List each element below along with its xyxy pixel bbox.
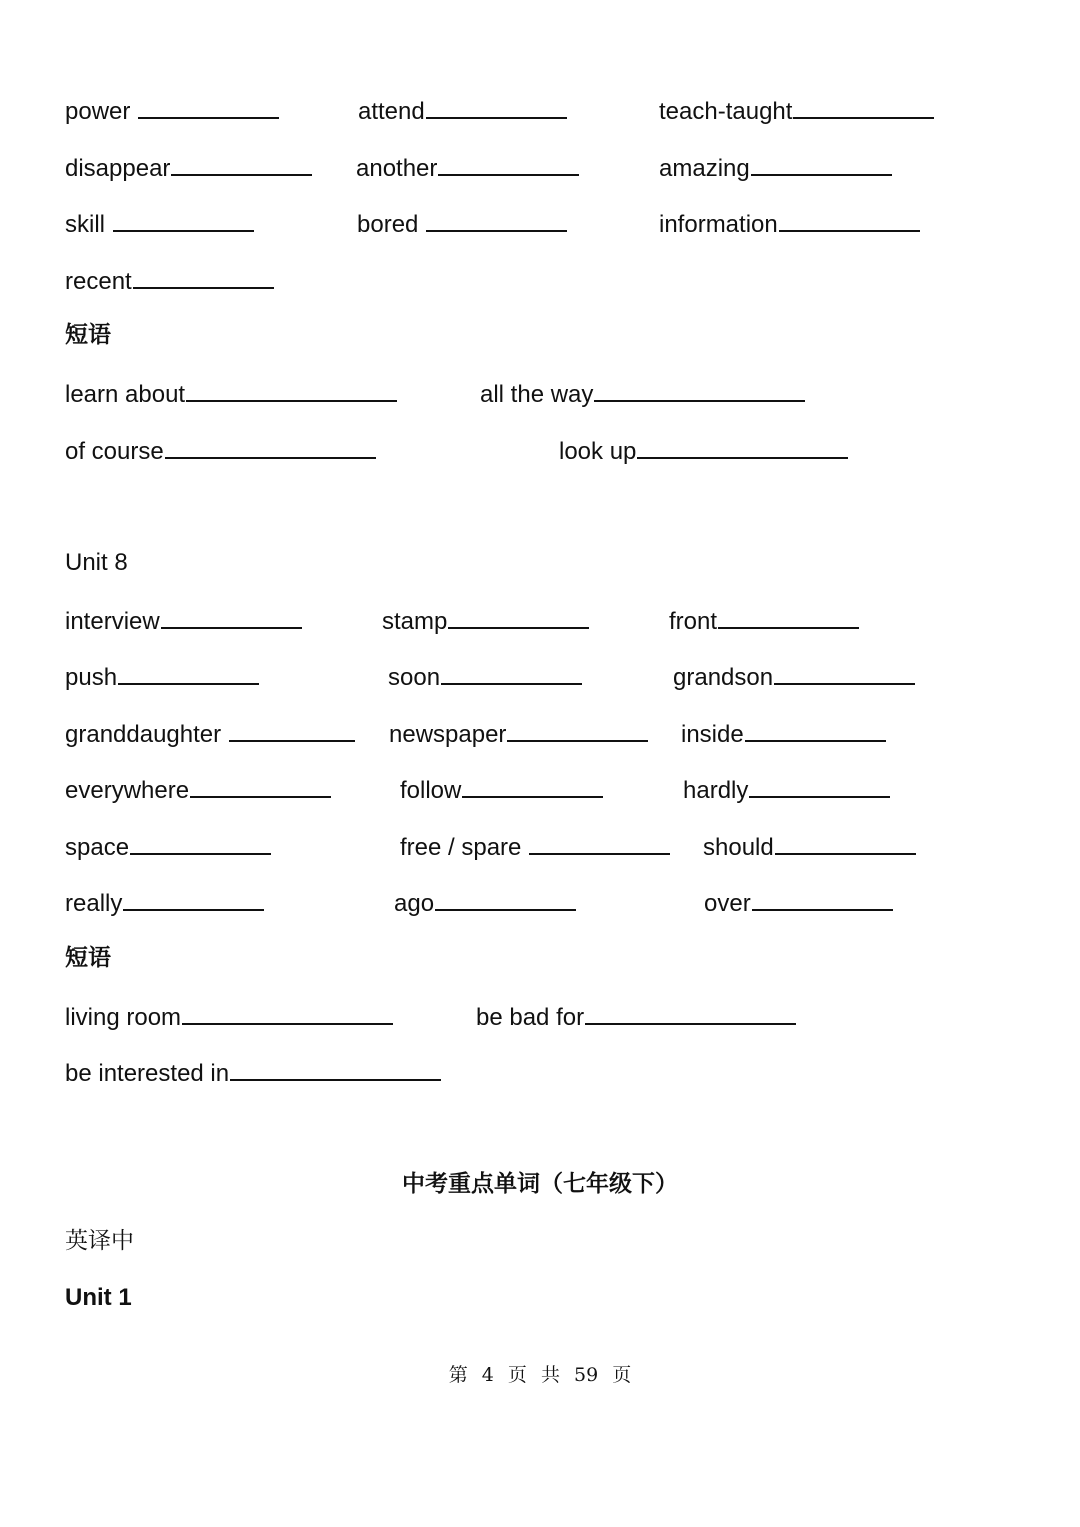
phrase-item [65,435,376,467]
answer-blank[interactable] [426,208,567,232]
word-item [669,605,859,637]
word-label: another [356,155,438,182]
word-label: space [65,834,130,861]
word-label: amazing [659,155,750,182]
word-label: inside [681,721,744,748]
word-item [357,208,567,240]
word-label: interview [65,608,160,635]
word-item [65,152,312,184]
answer-blank[interactable] [749,774,890,798]
word-label: really [65,890,123,917]
word-label: information [659,211,778,238]
word-label: granddaughter [65,721,228,748]
page-footer [0,1362,1080,1388]
phrase-label: all the way [480,381,594,408]
word-item [400,774,603,806]
word-label: free / spare [400,834,529,861]
word-label: front [669,608,718,635]
word-label: stamp [382,608,448,635]
answer-blank[interactable] [751,152,892,176]
phrase-label: learn about [65,381,186,408]
word-label: bored [357,211,426,238]
word-label: should [703,834,774,861]
answer-blank[interactable] [448,605,589,629]
phrase-item [559,435,848,467]
word-label: newspaper [389,721,507,748]
answer-blank[interactable] [594,378,805,402]
word-item [659,152,892,184]
word-label: everywhere [65,777,190,804]
footer-label: 页 共 [507,1364,560,1386]
answer-blank[interactable] [718,605,859,629]
answer-blank[interactable] [161,605,302,629]
word-label: attend [358,98,425,125]
word-label: hardly [683,777,749,804]
unit-heading: Unit 1 [65,1284,132,1311]
word-item [65,774,331,806]
phrase-item [65,1057,441,1089]
answer-blank[interactable] [752,887,893,911]
answer-blank[interactable] [130,831,271,855]
answer-blank[interactable] [190,774,331,798]
answer-blank[interactable] [462,774,603,798]
answer-blank[interactable] [118,661,259,685]
word-item [65,95,279,127]
word-label: disappear [65,155,171,182]
word-item [659,208,920,240]
word-item [683,774,890,806]
word-item [382,605,589,637]
answer-blank[interactable] [779,208,920,232]
phrase-item [65,378,397,410]
phrase-label: be bad for [476,1004,585,1031]
word-item [65,831,271,863]
answer-blank[interactable] [745,718,886,742]
answer-blank[interactable] [435,887,576,911]
word-item [704,887,893,919]
word-item [703,831,916,863]
section-subtitle: 英译中 [65,1228,134,1254]
page-number: 4 [481,1364,494,1386]
phrase-label: living room [65,1004,182,1031]
answer-blank[interactable] [186,378,397,402]
answer-blank[interactable] [138,95,279,119]
word-label: grandson [673,664,774,691]
answer-blank[interactable] [230,1057,441,1081]
word-label: ago [394,890,435,917]
phrase-label: be interested in [65,1060,230,1087]
word-label: recent [65,268,132,295]
answer-blank[interactable] [441,661,582,685]
page-total: 59 [574,1364,599,1386]
word-item [65,265,274,297]
phrase-item [476,1001,796,1033]
answer-blank[interactable] [133,265,274,289]
answer-blank[interactable] [507,718,648,742]
phrase-item [65,1001,393,1033]
answer-blank[interactable] [438,152,579,176]
unit-heading: Unit 8 [65,549,128,576]
answer-blank[interactable] [774,661,915,685]
word-label: follow [400,777,462,804]
word-label: power [65,98,138,125]
phrase-item [480,378,805,410]
answer-blank[interactable] [165,435,376,459]
answer-blank[interactable] [113,208,254,232]
phrase-label: of course [65,438,164,465]
answer-blank[interactable] [529,831,670,855]
word-label: push [65,664,118,691]
word-label: skill [65,211,112,238]
word-item [65,718,355,750]
phrase-label: look up [559,438,637,465]
word-item [358,95,567,127]
answer-blank[interactable] [637,435,848,459]
phrase-heading: 短语 [65,945,111,971]
answer-blank[interactable] [585,1001,796,1025]
answer-blank[interactable] [171,152,312,176]
word-item [65,605,302,637]
answer-blank[interactable] [182,1001,393,1025]
word-item [388,661,582,693]
footer-label: 第 [448,1364,468,1386]
answer-blank[interactable] [426,95,567,119]
word-item [681,718,886,750]
answer-blank[interactable] [229,718,355,742]
word-item [673,661,915,693]
footer-label: 页 [612,1364,632,1386]
word-item [65,208,254,240]
word-item [356,152,579,184]
word-item [65,661,259,693]
phrase-heading: 短语 [65,322,111,348]
answer-blank[interactable] [775,831,916,855]
word-label: over [704,890,751,917]
word-item [659,95,934,127]
word-item [65,887,264,919]
section-title: 中考重点单词（七年级下） [402,1171,678,1197]
word-label: teach-taught [659,98,793,125]
word-item [394,887,576,919]
answer-blank[interactable] [793,95,934,119]
word-item [400,831,670,863]
word-label: soon [388,664,441,691]
word-item [389,718,648,750]
answer-blank[interactable] [123,887,264,911]
